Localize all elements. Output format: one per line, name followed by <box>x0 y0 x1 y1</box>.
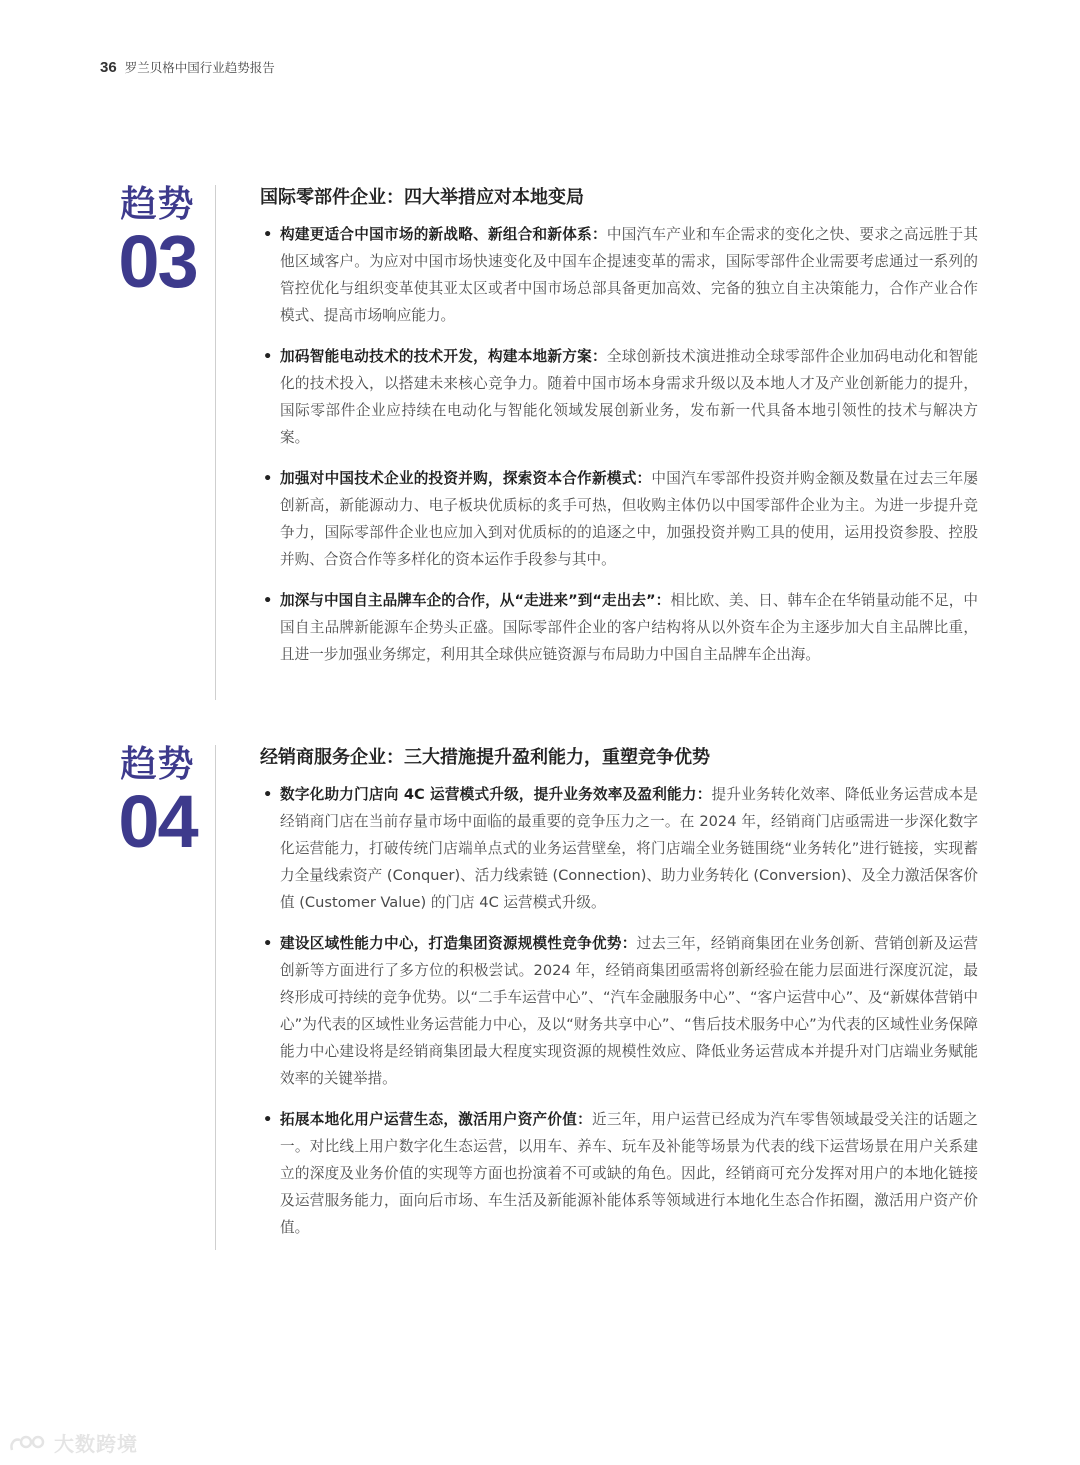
bullet-dot-icon: • <box>263 786 273 803</box>
bullet-item <box>260 465 978 573</box>
trend-03-label <box>100 184 215 303</box>
bullet-lead: 数字化助力门店向 4C 运营模式升级，提升业务效率及盈利能力： <box>280 786 712 803</box>
bullet-item <box>260 587 978 668</box>
trend-04-body <box>260 745 978 1255</box>
trend-03-section <box>100 185 980 700</box>
bullet-text: 全球创新技术演进推动全球零部件企业加码电动化和智能化的技术投入，以搭建未来核心竞争力。随着中国市场本身需求升级以及本地人才及产业创新能力的提升，国际零部件企业应持续在电动化与智能化领域发展创新业务，发布新一代具备本地引领性的技术与解决方案。 <box>280 348 978 446</box>
bullet-lead: 加强对中国技术企业的投资并购，探索资本合作新模式： <box>280 470 652 487</box>
bullet-lead: 加码智能电动技术的技术开发，构建本地新方案： <box>280 348 607 365</box>
trend-number: 03 <box>118 220 197 303</box>
bullet-lead: 加深与中国自主品牌车企的合作，从“走进来”到“走出去”： <box>280 592 671 609</box>
bullet-lead: 构建更适合中国市场的新战略、新组合和新体系： <box>280 226 607 243</box>
bullet-dot-icon: • <box>263 470 273 487</box>
watermark <box>8 1428 138 1457</box>
bullet-dot-icon: • <box>263 1111 273 1128</box>
bullet-dot-icon: • <box>263 935 273 952</box>
bullet-text: 近三年，用户运营已经成为汽车零售领域最受关注的话题之一。对比线上用户数字化生态运营，以用车、养车、玩车及补能等场景为代表的线下运营场景在用户关系建立的深度及业务价值的实现等方面也扮演着不可或缺的角色。因此，经销商可充分发挥对用户的本地化链接及运营服务能力，面向后市场、车生活及新能源补能体系等领域进行本地化生态合作拓圈，激活用户资产价值。 <box>280 1111 978 1236</box>
trend-heading: 经销商服务企业：三大措施提升盈利能力，重塑竞争优势 <box>260 747 710 768</box>
bullet-text: 过去三年，经销商集团在业务创新、营销创新及运营创新等方面进行了多方位的积极尝试。2024 年，经销商集团亟需将创新经验在能力层面进行深度沉淀，最终形成可持续的竞争优势。以“二手车运营中心”、“汽车金融服务中心”、“客户运营中心”、及“新媒体营销中心”为代表的区域性业务运营能力中心，及以“财务共享中心”、“售后技术服务中心”为代表的区域性业务保障能力中心建设将是经销商集团最大程度实现资源的规模性效应、降低业务运营成本并提升对门店端业务赋能效率的关键举措。 <box>280 935 978 1087</box>
bullet-item <box>260 343 978 451</box>
divider-line <box>215 185 216 700</box>
bullet-item <box>260 221 978 329</box>
trend-03-body <box>260 185 978 682</box>
watermark-logo-icon <box>8 1432 48 1454</box>
bullet-item <box>260 930 978 1092</box>
bullet-lead: 拓展本地化用户运营生态，激活用户资产价值： <box>280 1111 592 1128</box>
bullet-dot-icon: • <box>263 226 273 243</box>
trend-heading: 国际零部件企业：四大举措应对本地变局 <box>260 187 584 208</box>
bullet-item <box>260 1106 978 1241</box>
divider-line <box>215 745 216 1250</box>
bullet-text: 中国汽车产业和车企需求的变化之快、要求之高远胜于其他区域客户。为应对中国市场快速变化及中国车企提速变革的需求，国际零部件企业需要考虑通过一系列的管控优化与组织变革使其亚太区或者中国市场总部具备更加高效、完备的独立自主决策能力，合作产业合作模式、提高市场响应能力。 <box>280 226 978 324</box>
bullet-lead: 建设区域性能力中心，打造集团资源规模性竞争优势： <box>280 935 637 952</box>
trend-word: 趋势 <box>120 744 195 785</box>
bullet-text: 中国汽车零部件投资并购金额及数量在过去三年屡创新高，新能源动力、电子板块优质标的炙手可热，但收购主体仍以中国零部件企业为主。为进一步提升竞争力，国际零部件企业也应加入到对优质标的的追逐之中，加强投资并购工具的使用，运用投资参股、控股并购、合资合作等多样化的资本运作手段参与其中。 <box>280 470 978 568</box>
trend-04-label <box>100 744 215 863</box>
watermark-text: 大数跨境 <box>54 1432 138 1456</box>
page-number: 36 <box>100 59 117 76</box>
bullet-text: 提升业务转化效率、降低业务运营成本是经销商门店在当前存量市场中面临的最重要的竞争压力之一。在 2024 年，经销商门店亟需进一步深化数字化运营能力，打破传统门店端单点式的业务运营壁垒，将门店端全业务链围绕“业务转化”进行链接，实现蓄力全量线索资产 (Conquer)、活力线索链 (Connection)、助力业务转化 (Conversion)、及全力激活保客价值 (Customer Value) 的门店 4C 运营模式升级。 <box>280 786 978 911</box>
report-title: 罗兰贝格中国行业趋势报告 <box>124 60 275 75</box>
bullet-dot-icon: • <box>263 592 273 609</box>
trend-word: 趋势 <box>120 184 195 225</box>
bullet-dot-icon: • <box>263 348 273 365</box>
trend-04-section <box>100 745 980 1250</box>
bullet-text: 相比欧、美、日、韩车企在华销量动能不足，中国自主品牌新能源车企势头正盛。国际零部件企业的客户结构将从以外资车企为主逐步加大自主品牌比重，且进一步加强业务绑定，利用其全球供应链资源与布局助力中国自主品牌车企出海。 <box>280 592 978 663</box>
bullet-item <box>260 781 978 916</box>
page-header <box>100 58 275 76</box>
trend-number: 04 <box>118 780 197 863</box>
